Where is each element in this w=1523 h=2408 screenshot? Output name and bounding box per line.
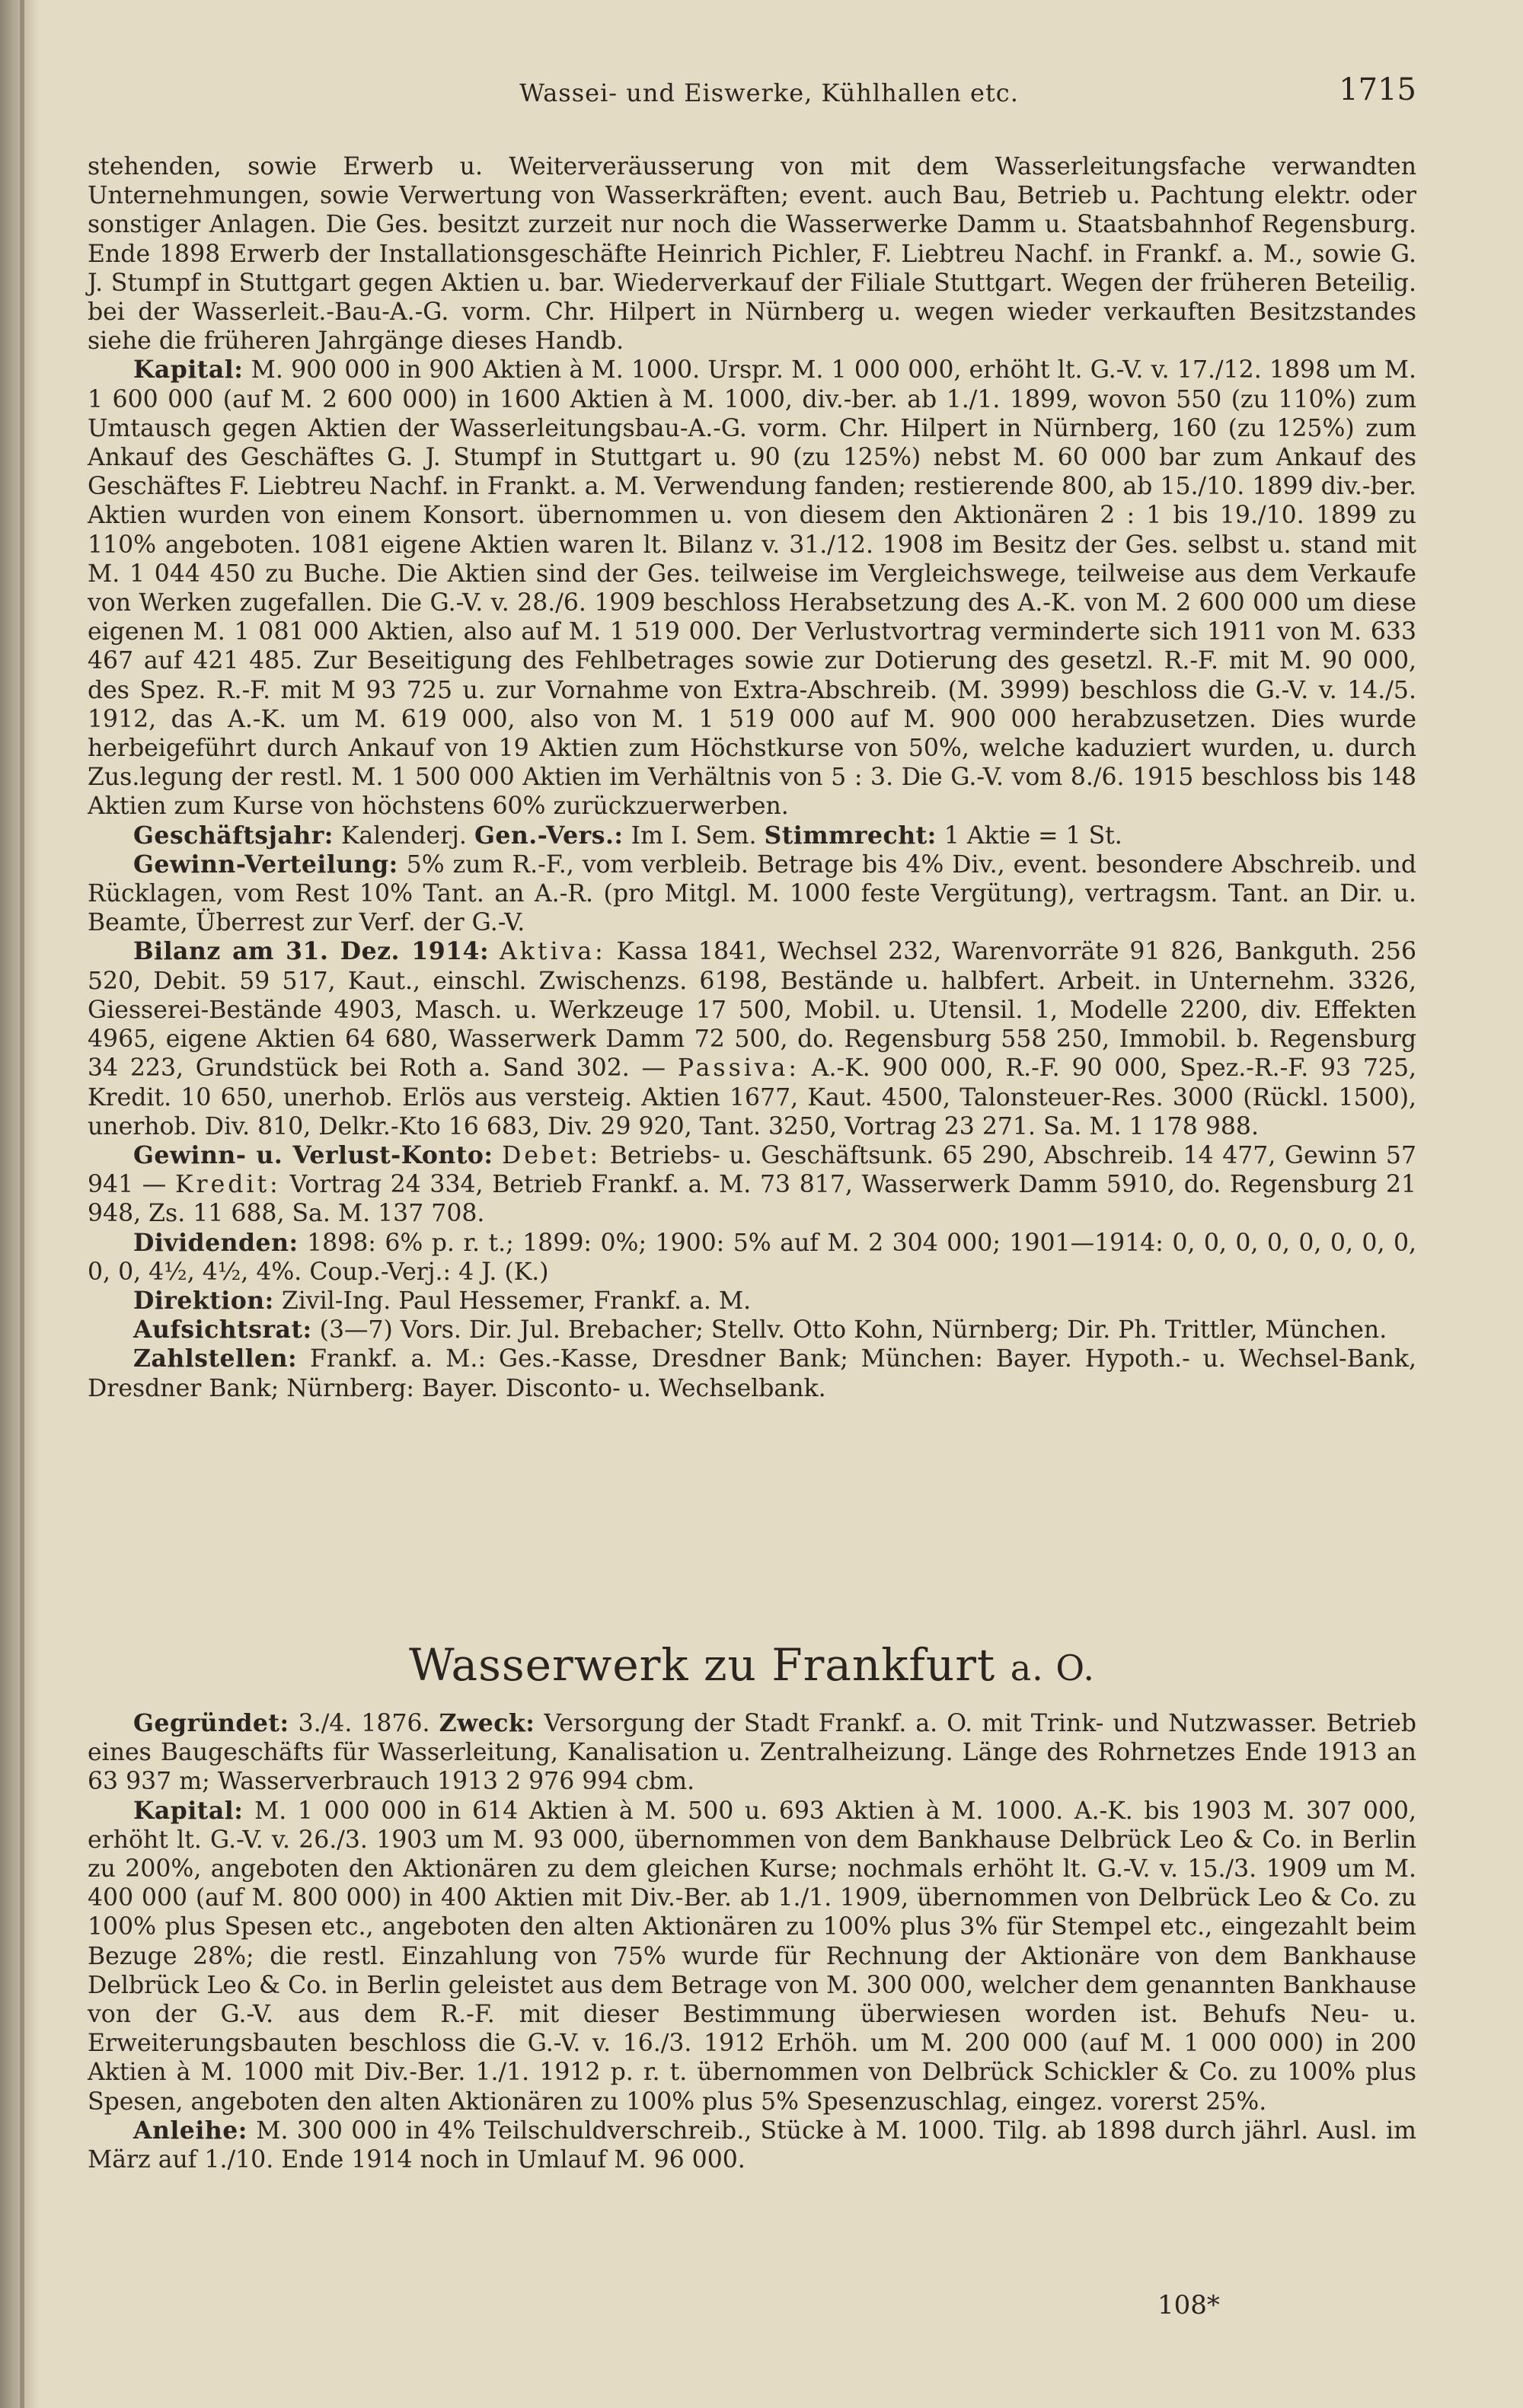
passiva-label: Passiva: [677,1054,800,1083]
bilanz-label: Bilanz am 31. Dez. 1914: [133,937,490,966]
passiva-text: A.-K. 900 000, R.-F. 90 000, Spez.-R.-F. 93 725, Kredit. 10 650, unerhob. Erlös aus versteig. Aktien 1677, Kaut. 4500, Talonsteuer-Res. 3000 (Rückl. 1500), unerhob. Div. 810, Delkr.-Kto 16 683, Div. 29 920, Tant. 3250, Vortrag 23 271. Sa. M. 1 178 988. [88,1054,1417,1140]
geschaeftsjahr-text: Kalenderj. [340,821,467,850]
zahlstellen-text: Frankf. a. M.: Ges.-Kasse, Dresdner Bank; München: Bayer. Hypoth.- u. Wechsel-Bank, Dresdner Bank; Nürnberg: Bayer. Disconto- u. Wechselbank. [88,1345,1417,1402]
company1-zahlstellen [88,1344,1416,1402]
kapital2-label: Kapital: [133,1796,244,1825]
aktiva-text: Kassa 1841, Wechsel 232, Warenvorräte 91 826, Bankguth. 256 520, Debit. 59 517, Kaut., einschl. Zwischenzs. 6198, Bestände u. halbfert. Arbeit. in Unternehm. 3326, Giesserei-Bestände 4903, Masch. u. Werkzeuge 17 500, Mobil. u. Utensil. 1, Modelle 2200, div. Effekten 4965, eigene Aktien 64 680, Wasserwerk Damm 72 500, do. Regensburg 558 250, Immobil. b. Regensburg 34 223, Grundstück bei Roth a. Sand 302. — [88,938,1416,1083]
kapital-text: M. 900 000 in 900 Aktien à M. 1000. Urspr. M. 1 000 000, erhöht lt. G.-V. v. 17./12. 1898 um M. 1 600 000 (auf M. 2 600 000) in 1600 Aktien à M. 1000, div.-ber. ab 1./1. 1899, wovon 550 (zu 110%) zum Umtausch gegen Aktien der Wasserleitungsbau-A.-G. vorm. Chr. Hilpert in Nürnberg, 160 (zu 125%) zum Ankauf des Geschäftes G. J. Stumpf in Stuttgart u. 90 (zu 125%) nebst M. 60 000 bar zum Ankauf des Geschäftes F. Liebtreu Nachf. in Frankt. a. M. Verwendung fanden; restierende 800, ab 15./10. 1899 div.-ber. Aktien wurden von einem Konsort. übernommen u. von diesem den Aktionären 2 : 1 bis 19./10. 1899 zu 110% angeboten. 1081 eigene Aktien waren lt. Bilanz v. 31./12. 1908 im Besitz der Ges. selbst u. stand mit M. 1 044 450 zu Buche. Die Aktien sind der Ges. teilweise im Vergleichswege, teilweise aus dem Verkaufe von Werken zugefallen. Die G.-V. v. 28./6. 1909 beschloss Herabsetzung des A.-K. von M. 2 600 000 um diese eigenen M. 1 081 000 Aktien, also auf M. 1 519 000. Der Verlustvortrag verminderte sich 1911 von M. 633 467 auf 421 485. Zur Beseitigung des Fehlbetrages sowie zur Dotierung des gesetzl. R.-F. mit M. 90 000, des Spez. R.-F. mit M 93 725 u. zur Vornahme von Extra-Abschreib. (M. 3999) beschloss die G.-V. v. 14./5. 1912, das A.-K. um M. 619 000, also von M. 1 519 000 auf M. 900 000 herabzusetzen. Dies wurde herbeigeführt durch Ankauf von 19 Aktien zum Höchstkurse von 50%, welche kaduziert wurden, u. durch Zus.legung der restl. M. 1 500 000 Aktien im Verhältnis von 5 : 3. Die G.-V. vom 8./6. 1915 beschloss bis 148 Aktien zum Kurse von höchstens 60% zurückzuerwerben. [88,356,1417,821]
company1-entry [88,152,1416,1403]
gen-vers-text: Im I. Sem. [631,821,757,850]
company1-meta [88,821,1416,850]
geschaeftsjahr-label: Geschäftsjahr: [133,821,334,850]
kapital-label: Kapital: [133,356,244,384]
page-number: 1715 [1339,72,1416,107]
company1-gewinn [88,850,1416,938]
company1-direktion [88,1287,1416,1316]
company2-gegruendet [88,1709,1416,1797]
stimmrecht-label: Stimmrecht: [764,821,937,850]
company1-dividenden [88,1229,1416,1287]
company2-kapital [88,1797,1416,2116]
zweck-label: Zweck: [439,1709,535,1737]
anleihe-text: M. 300 000 in 4% Teilschuldverschreib., Stücke à M. 1000. Tilg. ab 1898 durch jährl. Ausl. im März auf 1./10. Ende 1914 noch in Umlauf M. 96 000. [88,2116,1416,2174]
dividenden-text: 1898: 6% p. r. t.; 1899: 0%; 1900: 5% auf M. 2 304 000; 1901—1914: 0, 0, 0, 0, 0, 0, 0, 0, 0, 0, 4½, 4½, 4%. Coup.-Verj.: 4 J. (K.) [88,1229,1416,1286]
signature-mark: 108* [1157,2290,1220,2320]
gegruendet-label: Gegründet: [133,1709,289,1737]
company2-entry [88,1709,1416,2174]
company2-title-suffix: a. O. [1010,1647,1095,1689]
kredit-label: Kredit: [175,1171,281,1199]
stimmrecht-text: 1 Aktie = 1 St. [943,821,1122,850]
direktion-text: Zivil-Ing. Paul Hessemer, Frankf. a. M. [281,1287,752,1315]
guv-label: Gewinn- u. Verlust-Konto: [133,1140,493,1169]
company1-kapital [88,356,1416,821]
zahlstellen-label: Zahlstellen: [133,1344,298,1373]
company1-bilanz [88,937,1416,1140]
direktion-label: Direktion: [133,1286,274,1315]
debet-text: Betriebs- u. Geschäftsunk. 65 290, Abschreib. 14 477, Gewinn 57 941 — [88,1141,1416,1199]
kredit-text: Vortrag 24 334, Betrieb Frankf. a. M. 73 817, Wasserwerk Damm 5910, do. Regensburg 21 948, Zs. 11 688, Sa. M. 137 708. [88,1171,1417,1228]
company1-intro: stehenden, sowie Erwerb u. Weiterveräusserung von mit dem Wasserleitungsfache verwandten Unternehmungen, sowie Verwertung von Wasserkräften; event. auch Bau, Betrieb u. Pachtung elektr. oder sonstiger Anlagen. Die Ges. besitzt zurzeit nur noch die Wasserwerke Damm u. Staatsbahnhof Regensburg. Ende 1898 Erwerb der Installationsgeschäfte Heinrich Pichler, F. Liebtreu Nachf. in Frankf. a. M., sowie G. J. Stumpf in Stuttgart gegen Aktien u. bar. Wiederverkauf der Filiale Stuttgart. Wegen der früheren Beteilig. bei der Wasserleit.-Bau-A.-G. vorm. Chr. Hilpert in Nürnberg u. wegen wieder verkauften Besitzstandes siehe die früheren Jahrgänge dieses Handb. [88,153,1416,356]
company2-title-main: Wasserwerk zu Frankfurt [408,1639,996,1691]
book-gutter-line [20,0,24,2408]
gewinn-label: Gewinn-Verteilung: [133,850,398,879]
aktiva-label: Aktiva: [499,938,606,966]
gen-vers-label: Gen.-Vers.: [474,821,624,850]
gegruendet-text: 3./4. 1876. [298,1710,430,1737]
dividenden-label: Dividenden: [133,1228,299,1257]
gewinn-text: 5% zum R.-F., vom verbleib. Betrage bis 4% Div., event. besondere Abschreib. und Rücklagen, vom Rest 10% Tant. an A.-R. (pro Mitgl. M. 1000 feste Vergütung), vertragsm. Tant. an Dir. u. Beamte, Überrest zur Verf. der G.-V. [88,850,1416,937]
kapital2-text: M. 1 000 000 in 614 Aktien à M. 500 u. 693 Aktien à M. 1000. A.-K. bis 1903 M. 307 000, erhöht lt. G.-V. v. 26./3. 1903 um M. 93 000, übernommen von dem Bankhause Delbrück Leo & Co. in Berlin zu 200%, angeboten den Aktionären zu dem gleichen Kurse; nochmals erhöht lt. G.-V. v. 15./3. 1909 um M. 400 000 (auf M. 800 000) in 400 Aktien mit Div.-Ber. ab 1./1. 1909, übernommen von Delbrück Leo & Co. zu 100% plus Spesen etc., angeboten den alten Aktionären zu 100% plus 3% für Stempel etc., eingezahlt beim Bezuge 28%; die restl. Einzahlung von 75% wurde für Rechnung der Aktionäre von dem Bankhause Delbrück Leo & Co. in Berlin geleistet aus dem Betrage von M. 300 000, welcher dem genannten Bankhause von der G.-V. aus dem R.-F. mit dieser Bestimmung überwiesen worden ist. Behufs Neu- u. Erweiterungsbauten beschloss die G.-V. v. 16./3. 1912 Erhöh. um M. 200 000 (auf M. 1 000 000) in 200 Aktien à M. 1000 mit Div.-Ber. 1./1. 1912 p. r. t. übernommen von Delbrück Schickler & Co. zu 100% plus Spesen, angeboten den alten Aktionären zu 100% plus 5% Spesenzuschlag, eingez. vorerst 25%. [88,1797,1416,2116]
page-header [122,72,1416,118]
company1-aufsichtsrat [88,1316,1416,1344]
aufsichtsrat-label: Aufsichtsrat: [133,1316,312,1344]
debet-label: Debet: [502,1141,602,1169]
anleihe-label: Anleihe: [133,2116,247,2145]
company1-guv [88,1141,1416,1229]
zweck-text: Versorgung der Stadt Frankf. a. O. mit Trink- und Nutzwasser. Betrieb eines Baugeschäfts für Wasserleitung, Kanalisation u. Zentralheizung. Länge des Rohrnetzes Ende 1913 an 63 937 m; Wasserverbrauch 1913 2 976 994 cbm. [88,1710,1417,1796]
running-head: Wassei- und Eiswerke, Kühlhallen etc. [519,78,1019,107]
aufsichtsrat-text: (3—7) Vors. Dir. Jul. Brebacher; Stellv. Otto Kohn, Nürnberg; Dir. Ph. Trittler, München. [319,1316,1387,1344]
company2-anleihe [88,2116,1416,2174]
company2-title [88,1639,1416,1691]
